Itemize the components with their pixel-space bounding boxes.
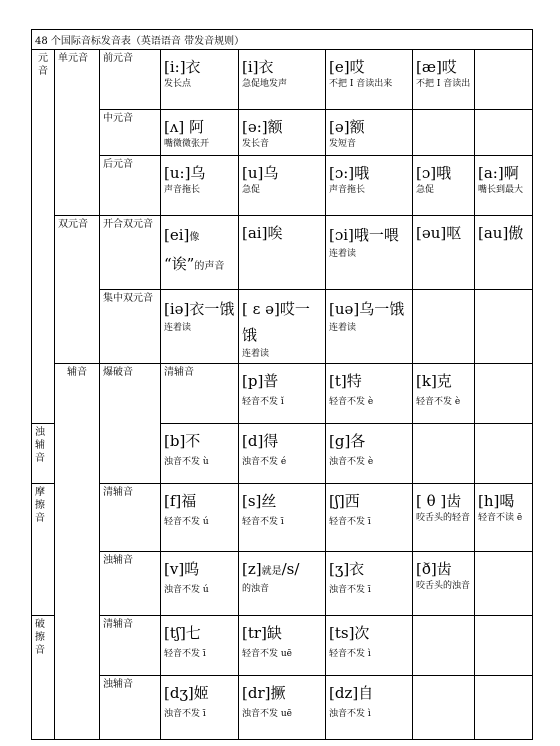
pronunciation-note: 浊音不发 ī [164, 709, 206, 719]
ipa-chart-table [31, 29, 533, 740]
cell-consonant-h [475, 484, 533, 552]
phonetic-symbol: [ə]额 [329, 118, 365, 136]
cell-vowel-i-long [161, 50, 239, 110]
pronunciation-note: 浊音不发 ī [329, 585, 371, 595]
row-label-voiceless: 清辅音 [100, 616, 161, 676]
phonetic-symbol: [ɔ]哦 [416, 164, 452, 182]
example-text: “诶” [164, 255, 195, 273]
row-label-voiced: 浊辅音 [32, 424, 55, 484]
empty-cell [413, 110, 475, 156]
example-hint: 的声音 [194, 261, 225, 272]
phonetic-symbol: [ts]次 [329, 624, 370, 642]
subcategory-plosive: 爆破音 [100, 364, 161, 484]
pronunciation-note: 的浊音 [242, 584, 270, 594]
pronunciation-note: 浊音不发 ì [329, 709, 371, 719]
table-title: 48 个国际音标发音表（英语语音 带发音规则） [32, 30, 533, 50]
pronunciation-note: 发长点 [164, 79, 192, 89]
pronunciation-note: 轻音不发 ī [329, 517, 371, 527]
phonetic-symbol: [ai]唉 [242, 224, 283, 242]
cell-vowel-open-o-long [326, 156, 413, 216]
phonetic-symbol: [t]特 [329, 372, 362, 390]
phonetic-symbol: [ʒ]衣 [329, 560, 365, 578]
cell-diphthong-ie [161, 290, 239, 364]
subcategory-diphthong: 双元音 [55, 216, 100, 364]
empty-cell [475, 364, 533, 424]
pronunciation-note: 轻音不发 è [416, 397, 461, 407]
phonetic-symbol: [tr]缺 [242, 624, 282, 642]
cell-consonant-d [239, 424, 326, 484]
pronunciation-note: 咬舌头的浊音 [416, 581, 471, 591]
pronunciation-note: 轻音不发 ī [164, 649, 206, 659]
category-consonant: 辅音 [55, 364, 100, 740]
phonetic-symbol: [ɔ:]哦 [329, 164, 370, 182]
pronunciation-note: 连着读 [242, 349, 270, 359]
row-label-voiceless: 清辅音 [100, 484, 161, 552]
cell-consonant-ts [326, 616, 413, 676]
phonetic-symbol: [ɔi]哦一喂 [329, 226, 399, 244]
phonetic-symbol: [v]呜 [164, 560, 200, 578]
cell-consonant-f [161, 484, 239, 552]
phonetic-symbol: [uə]乌一饿 [329, 300, 405, 318]
phonetic-symbol: [a:]啊 [478, 164, 519, 182]
pronunciation-note: 轻音不发 uē [242, 649, 292, 659]
symbol-hint: 就是 [261, 566, 282, 577]
phonetic-symbol: [dr]撅 [242, 684, 286, 702]
cell-diphthong-ai [239, 216, 326, 290]
cell-vowel-e [326, 50, 413, 110]
phonetic-symbol: [s]丝 [242, 492, 277, 510]
phonetic-symbol: [u:]乌 [164, 164, 206, 182]
empty-cell [475, 110, 533, 156]
row-label-central-vowel: 中元音 [100, 110, 161, 156]
cell-vowel-wedge [161, 110, 239, 156]
row-label-front-vowel: 前元音 [100, 50, 161, 110]
empty-cell [413, 290, 475, 364]
phonetic-symbol [164, 222, 235, 251]
phonetic-symbol: [k]克 [416, 372, 452, 390]
empty-cell [475, 50, 533, 110]
symbol-text: [z] [242, 560, 262, 578]
phonetic-symbol: [b]不 [164, 432, 201, 450]
cell-consonant-tr [239, 616, 326, 676]
pronunciation-note: 浊音不发 è [329, 457, 374, 467]
phonetic-symbol: [ð]齿 [416, 560, 452, 578]
cell-vowel-schwa-long [239, 110, 326, 156]
row-label-voiced: 浊辅音 [100, 676, 161, 740]
pronunciation-note: 浊音不发 é [242, 457, 287, 467]
empty-cell [413, 616, 475, 676]
phonetic-symbol: [d]得 [242, 432, 279, 450]
pronunciation-note: 发短音 [329, 139, 357, 149]
cell-vowel-u-long [161, 156, 239, 216]
cell-consonant-p [239, 364, 326, 424]
phonetic-symbol: [h]喝 [478, 492, 515, 510]
pronunciation-note: 连着读 [164, 323, 192, 333]
cell-diphthong-ee [239, 290, 326, 364]
cell-consonant-k [413, 364, 475, 424]
phonetic-symbol: [ʃ]西 [329, 492, 360, 510]
pronunciation-note: 嘴长到最大 [478, 185, 524, 195]
phonetic-symbol: [i]衣 [242, 58, 274, 76]
phonetic-symbol: [g]各 [329, 432, 366, 450]
cell-consonant-zh [326, 552, 413, 616]
pronunciation-note: 浊音不发 ú [164, 585, 209, 595]
row-label-voiceless: 清辅音 [161, 364, 239, 424]
pronunciation-note: 轻音不发 ǐ [242, 397, 284, 407]
cell-vowel-ae [413, 50, 475, 110]
phonetic-symbol: [ ɛ ə]哎一饿 [242, 300, 310, 344]
symbol-hint: 像 [189, 232, 200, 243]
cell-vowel-open-o [413, 156, 475, 216]
phonetic-symbol: [iə]衣一饿 [164, 300, 235, 318]
pronunciation-note: 急促 [242, 185, 261, 195]
cell-consonant-sh [326, 484, 413, 552]
cell-consonant-g [326, 424, 413, 484]
cell-consonant-t [326, 364, 413, 424]
phonetic-symbol: [f]福 [164, 492, 197, 510]
phonetic-example [164, 253, 235, 278]
phonetic-symbol: [ʌ] 阿 [164, 118, 204, 136]
row-label-centring-diphthong: 集中双元音 [100, 290, 161, 364]
cell-diphthong-au [475, 216, 533, 290]
pronunciation-note: 不把 I 音读出 [416, 79, 471, 89]
symbol-text: [ei] [164, 226, 190, 244]
cell-vowel-schwa [326, 110, 413, 156]
phonetic-symbol [242, 558, 322, 583]
cell-consonant-v [161, 552, 239, 616]
phonetic-symbol: [u]乌 [242, 164, 279, 182]
phonetic-symbol: [i:]衣 [164, 58, 201, 76]
phonetic-symbol: [dz]自 [329, 684, 374, 702]
empty-cell [413, 424, 475, 484]
phonetic-symbol: [æ]哎 [416, 58, 457, 76]
cell-consonant-eth [413, 552, 475, 616]
pronunciation-note: 不把 I 音读出来 [329, 79, 393, 89]
empty-cell [475, 424, 533, 484]
pronunciation-note: 发长音 [242, 139, 270, 149]
subcategory-affricate: 破擦音 [32, 616, 55, 740]
pronunciation-note: 轻音不读 ē [478, 513, 523, 523]
phonetic-symbol: [dʒ]姬 [164, 684, 209, 702]
cell-consonant-dr [239, 676, 326, 740]
cell-diphthong-oi [326, 216, 413, 290]
pronunciation-note: 声音拖长 [164, 185, 201, 195]
row-label-voiced: 浊辅音 [100, 552, 161, 616]
cell-diphthong-ue [326, 290, 413, 364]
empty-cell [475, 552, 533, 616]
cell-vowel-u-short [239, 156, 326, 216]
pronunciation-note: 咬舌头的轻音 [416, 513, 471, 523]
pronunciation-note: 轻音不发 ú [164, 517, 209, 527]
cell-consonant-theta [413, 484, 475, 552]
subcategory-monophthong: 单元音 [55, 50, 100, 216]
pronunciation-note: 浊音不发 ù [164, 457, 209, 467]
cell-consonant-dz [326, 676, 413, 740]
category-vowel: 元音 [32, 50, 55, 424]
row-label-closing-diphthong: 开合双元音 [100, 216, 161, 290]
cell-diphthong-ou [413, 216, 475, 290]
cell-consonant-z [239, 552, 326, 616]
pronunciation-note: 轻音不发 ī [242, 517, 284, 527]
cell-vowel-i-short [239, 50, 326, 110]
empty-cell [475, 616, 533, 676]
pronunciation-note: 急促 [416, 185, 435, 195]
cell-diphthong-ei [161, 216, 239, 290]
pronunciation-note: 轻音不发 è [329, 397, 374, 407]
cell-consonant-tsh [161, 616, 239, 676]
pronunciation-note: 嘴微微张开 [164, 139, 210, 149]
phonetic-symbol: [tʃ]七 [164, 624, 201, 642]
pronunciation-note: 浊音不发 uē [242, 709, 292, 719]
phonetic-symbol: [ə:]额 [242, 118, 283, 136]
row-label-back-vowel: 后元音 [100, 156, 161, 216]
phonetic-symbol: [ θ ]齿 [416, 492, 462, 510]
pronunciation-note: 声音拖长 [329, 185, 366, 195]
pronunciation-note: 急促地发声 [242, 79, 288, 89]
cell-consonant-b [161, 424, 239, 484]
phonetic-symbol: [əu]呕 [416, 224, 462, 242]
cell-vowel-a-long [475, 156, 533, 216]
empty-cell [475, 290, 533, 364]
phonetic-symbol: [p]普 [242, 372, 279, 390]
pronunciation-note: 轻音不发 ì [329, 649, 371, 659]
empty-cell [475, 676, 533, 740]
phonetic-symbol: [au]傲 [478, 224, 524, 242]
empty-cell [413, 676, 475, 740]
symbol-tail: /s/ [281, 560, 300, 578]
cell-consonant-s [239, 484, 326, 552]
subcategory-fricative: 摩擦音 [32, 484, 55, 616]
phonetic-symbol: [e]哎 [329, 58, 365, 76]
pronunciation-note: 连着读 [329, 323, 357, 333]
cell-consonant-dzh [161, 676, 239, 740]
pronunciation-note: 连着读 [329, 249, 357, 259]
